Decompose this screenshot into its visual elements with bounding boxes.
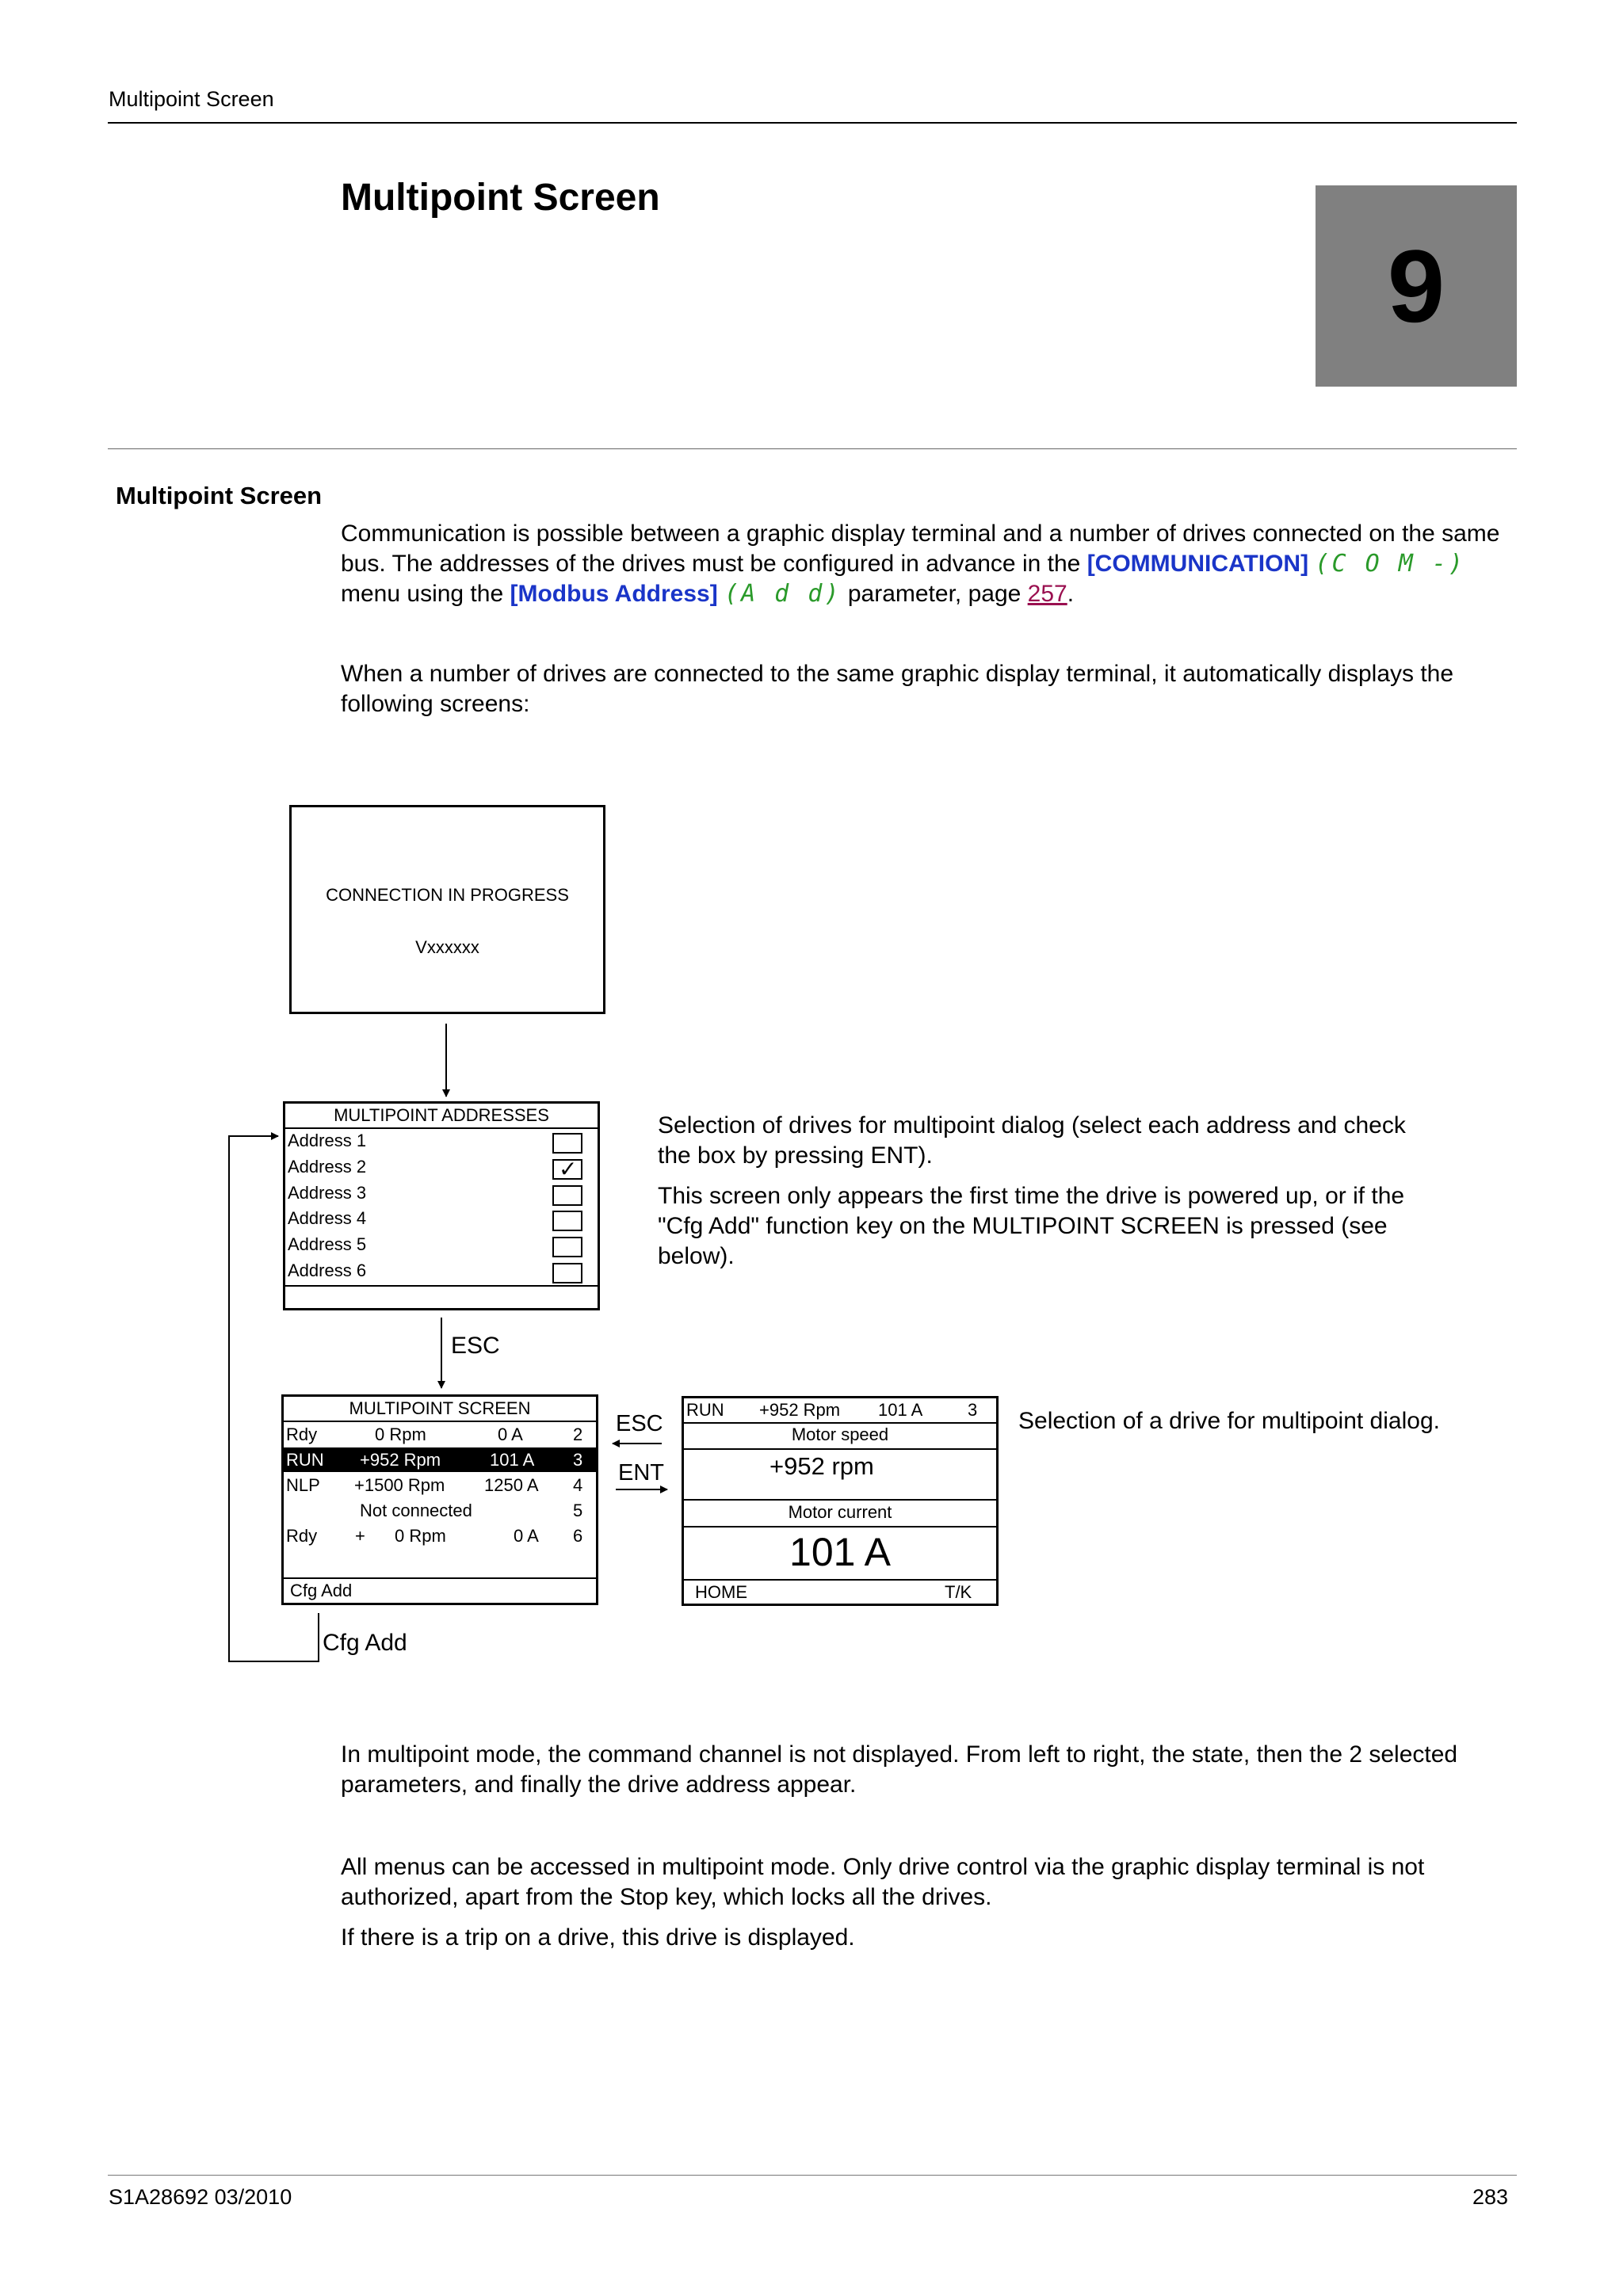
addresses-note-1: Selection of drives for multipoint dialog (select each address and check the box by pressing ENT). (658, 1112, 1406, 1169)
drive-row[interactable]: Rdy + 0 Rpm 0 A 6 (286, 1526, 583, 1546)
page-257-link[interactable]: 257 (1027, 581, 1067, 607)
address-item[interactable]: Address 1 (288, 1131, 367, 1150)
drive-select-note: Selection of a drive for multipoint dialog. (1018, 1408, 1440, 1434)
ent-nav-label: ENT (618, 1460, 664, 1486)
addresses-note-2: This screen only appears the first time the drive is powered up, or if the "Cfg Add" function key on the MULTIPOINT SCREEN is pressed (see below). (658, 1183, 1405, 1269)
firmware-version-text: Vxxxxxx (415, 937, 479, 957)
multipoint-screen-title: MULTIPOINT SCREEN (349, 1398, 531, 1418)
address-item[interactable]: Address 5 (288, 1234, 367, 1254)
chapter-title: Multipoint Screen (341, 177, 660, 219)
cfg-add-function-key[interactable]: Cfg Add (290, 1581, 353, 1600)
footer-rule (108, 2175, 1517, 2176)
esc-label: ESC (451, 1333, 500, 1359)
intro-paragraph-1: Communication is possible between a graphic display terminal and a number of drives connected on the same bus. The addresses of the drives must be configured in advance in the [COMMUNICATION] (C O M -) menu using the [Modbus Address] (A d d) parameter, page 257. (341, 521, 1500, 608)
motor-speed-value: +952 rpm (769, 1452, 874, 1480)
section-heading: Multipoint Screen (116, 482, 323, 509)
connection-status-text: CONNECTION IN PROGRESS (326, 885, 569, 905)
addresses-screen-title: MULTIPOINT ADDRESSES (334, 1105, 549, 1125)
home-function-key[interactable]: HOME (695, 1582, 747, 1602)
motor-current-label: Motor current (788, 1502, 892, 1522)
communication-code: C O M - (1331, 550, 1449, 578)
address-item[interactable]: Address 6 (288, 1261, 367, 1280)
drive-row[interactable]: NLP +1500 Rpm 1250 A 4 (286, 1475, 583, 1495)
document-reference: S1A28692 03/2010 (109, 2185, 292, 2209)
address-item[interactable]: Address 2 (288, 1157, 367, 1177)
address-item[interactable]: Address 4 (288, 1208, 367, 1228)
body-paragraph-5: If there is a trip on a drive, this drive is displayed. (341, 1924, 855, 1951)
modbus-address-ref: [Modbus Address] (510, 581, 718, 607)
drive-row[interactable]: Not connected 5 (360, 1501, 583, 1520)
body-paragraph-4: All menus can be accessed in multipoint mode. Only drive control via the graphic display terminal is not authorized, apart from the Stop key, which locks all the drives. (341, 1854, 1425, 1910)
motor-speed-label: Motor speed (791, 1425, 889, 1444)
page-number: 283 (1472, 2185, 1509, 2209)
motor-current-value: 101 A (789, 1530, 891, 1574)
modbus-code: A d d (741, 580, 825, 608)
communication-menu-ref: [COMMUNICATION] (1086, 551, 1309, 577)
cfg-add-loop-line (229, 1136, 319, 1661)
tk-function-key[interactable]: T/K (945, 1582, 972, 1602)
body-paragraph-3: In multipoint mode, the command channel is not displayed. From left to right, the state, then the 2 selected parameters, and finally the drive address appear. (341, 1741, 1458, 1798)
drive-detail-screen: RUN +952 Rpm 101 A 3 Motor speed +952 rpm Motor current 101 A HOME T/K (682, 1396, 999, 1606)
cfg-add-label: Cfg Add (323, 1630, 407, 1656)
checkmark-icon: ✓ (559, 1156, 578, 1182)
chapter-number: 9 (1387, 228, 1445, 344)
address-item[interactable]: Address 3 (288, 1183, 367, 1203)
running-header: Multipoint Screen (109, 87, 274, 111)
intro-paragraph-2: When a number of drives are connected to the same graphic display terminal, it automatically displays the following screens: (341, 661, 1454, 717)
esc-nav-label: ESC (616, 1411, 663, 1436)
drive-row-selected[interactable]: RUN +952 Rpm 101 A 3 (284, 1447, 596, 1472)
drive-row[interactable]: Rdy 0 Rpm 0 A 2 (286, 1425, 583, 1444)
